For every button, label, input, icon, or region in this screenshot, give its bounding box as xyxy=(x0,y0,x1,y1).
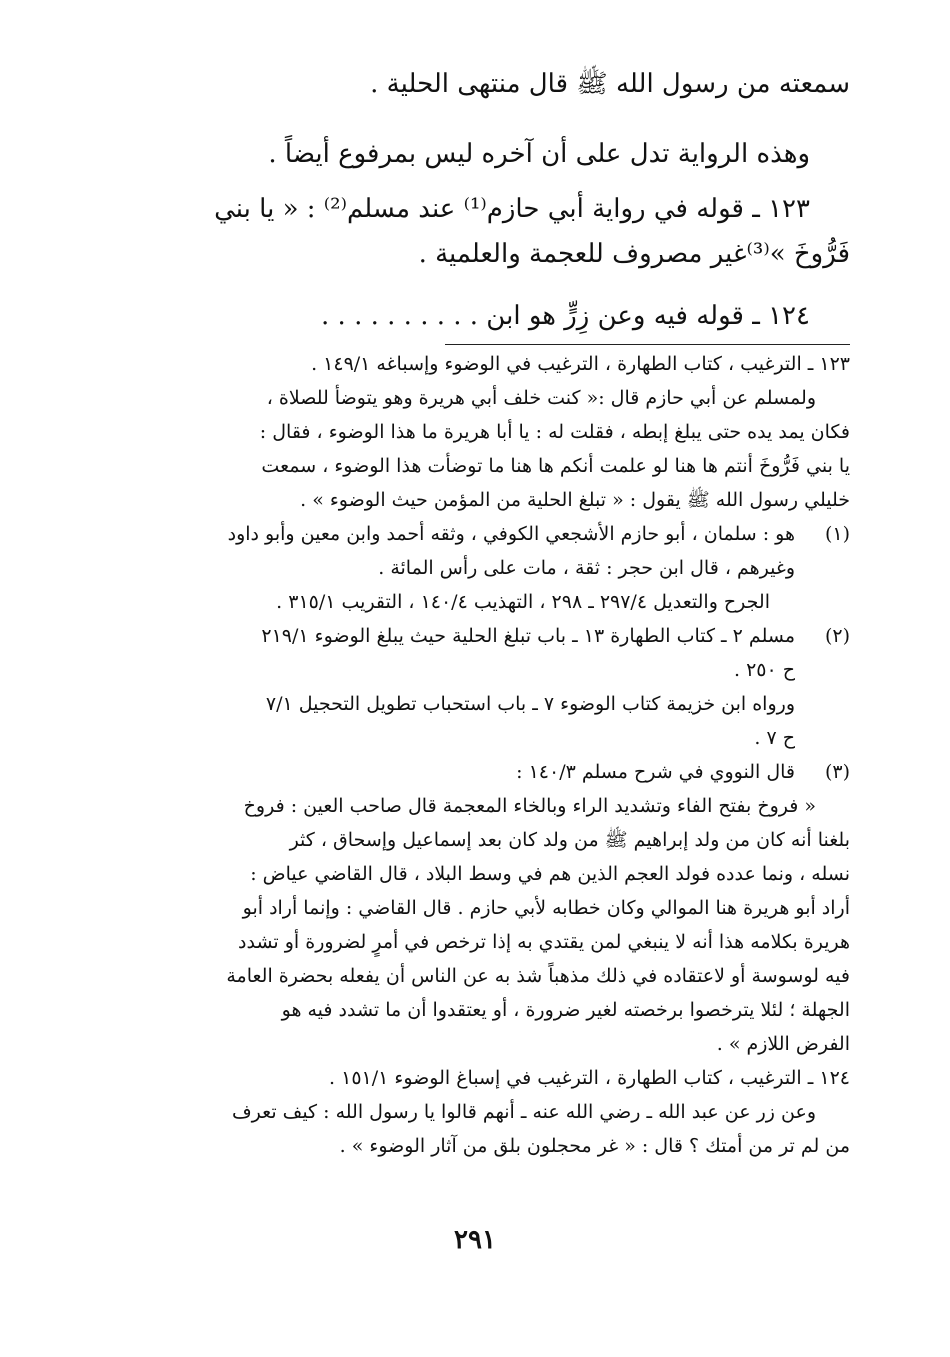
footnote-line: وعن زر عن عبد الله ـ رضي الله عنه ـ أنهم قالوا يا رسول الله : كيف تعرف xyxy=(231,1101,816,1123)
main-text xyxy=(148,69,850,331)
footnote-line: فيه لوسوسة أو لاعتقاده في ذلك مذهباً شذ به عن الناس أن يفعله بحضرة العامة xyxy=(226,965,850,987)
footnote-line: ح ٢٥٠ . xyxy=(733,659,795,681)
footnote-line: الجهلة ؛ لئلا يترخصوا برخصته لغير ضرورة ، أو يعتقدوا أن ما تشدد فيه هو xyxy=(281,999,850,1021)
footnote-line: ورواه ابن خزيمة كتاب الوضوء ٧ ـ باب استحباب تطويل التحجيل ٧/١ xyxy=(265,693,795,715)
footnote-line: ١٢٤ ـ الترغيب ، كتاب الطهارة ، الترغيب في إسباغ الوضوء ١٥١/١ . xyxy=(329,1067,850,1089)
footnote-divider xyxy=(445,344,850,345)
footnote-line: من لم تر من أمتك ؟ قال : « غر محجلون بلق من آثار الوضوء » . xyxy=(339,1135,850,1157)
page-number: ٢٩١ xyxy=(454,1225,496,1255)
footnote-text: هو : سلمان ، أبو حازم الأشجعي الكوفي ، وثقه أحمد وابن معين وأبو داود xyxy=(227,523,795,545)
footnote-text: قال النووي في شرح مسلم ١٤٠/٣ : xyxy=(516,761,795,783)
footnote-line: بلغنا أنه كان من ولد إبراهيم ﷺ من ولد كان بعد إسماعيل وإسحاق ، كثر xyxy=(289,829,850,851)
footnote-line: الفرض اللازم » . xyxy=(716,1033,850,1055)
footnote-line: أراد أبو هريرة هنا الموالي وكان خطابه لأبي حازم . قال القاضي : وإنما أراد أبو xyxy=(242,897,850,919)
footnote-line: ولمسلم عن أبي حازم قال :« كنت خلف أبي هريرة وهو يتوضأ للصلاة ، xyxy=(266,387,816,409)
footnote-text: مسلم ٢ ـ كتاب الطهارة ١٣ ـ باب تبلغ الحلية حيث يبلغ الوضوء ٢١٩/١ xyxy=(261,625,795,647)
main-line: ١٢٤ ـ قوله فيه وعن زِرٍّ هو ابن . . . . . . . . . . xyxy=(321,301,810,331)
main-line: سمعته من رسول الله ﷺ قال منتهى الحلية . xyxy=(370,69,850,99)
footnote-2 xyxy=(148,619,850,653)
footnote-number: (٣) xyxy=(824,761,850,783)
footnote-number: (٢) xyxy=(824,625,850,647)
footnote-number: (١) xyxy=(824,523,850,545)
footnote-line: هريرة بكلامه هذا أنه لا ينبغي لمن يقتدي به إذا ترخص في أمرٍ لضرورة أو تشدد xyxy=(238,931,850,953)
footnote-line: يا بني فَرُّوخَ أنتم ها هنا لو علمت أنكم ها هنا ما توضأت هذا الوضوء ، سمعت xyxy=(261,455,850,477)
footnote-1 xyxy=(148,517,850,551)
footnote-line: ١٢٣ ـ الترغيب ، كتاب الطهارة ، الترغيب في الوضوء وإسباغه ١٤٩/١ . xyxy=(311,353,850,375)
footnote-line: وغيرهم ، قال ابن حجر : ثقة ، مات على رأس المائة . xyxy=(378,557,795,579)
footnote-line: خليلي رسول الله ﷺ يقول : « تبلغ الحلية من المؤمن حيث الوضوء » . xyxy=(300,489,850,511)
main-line: فَرُّوخَ »⁽³⁾غير مصروف للعجمة والعلمية . xyxy=(418,239,850,269)
main-line: وهذه الرواية تدل على أن آخره ليس بمرفوع أيضاً . xyxy=(268,139,810,169)
footnote-line: « فروخ بفتح الفاء وتشديد الراء وبالخاء المعجمة قال صاحب العين : فروخ xyxy=(243,795,816,817)
footnote-line: نسله ، ونما عدده فولد العجم الذين هم في وسط البلاد ، قال القاضي عياض : xyxy=(250,863,850,885)
footnotes xyxy=(148,347,850,1163)
footnote-line: فكان يمد يده حتى يبلغ إبطه ، فقلت له : يا أبا هريرة ما هذا الوضوء ، فقال : xyxy=(259,421,850,443)
footnote-3 xyxy=(148,755,850,789)
footnote-line: ح ٧ . xyxy=(754,727,795,749)
main-line: ١٢٣ ـ قوله في رواية أبي حازم⁽¹⁾ عند مسلم⁽²⁾ : « يا بني xyxy=(214,194,810,224)
footnote-line: الجرح والتعديل ٢٩٧/٤ ـ ٢٩٨ ، التهذيب ١٤٠/٤ ، التقريب ٣١٥/١ . xyxy=(276,591,770,613)
